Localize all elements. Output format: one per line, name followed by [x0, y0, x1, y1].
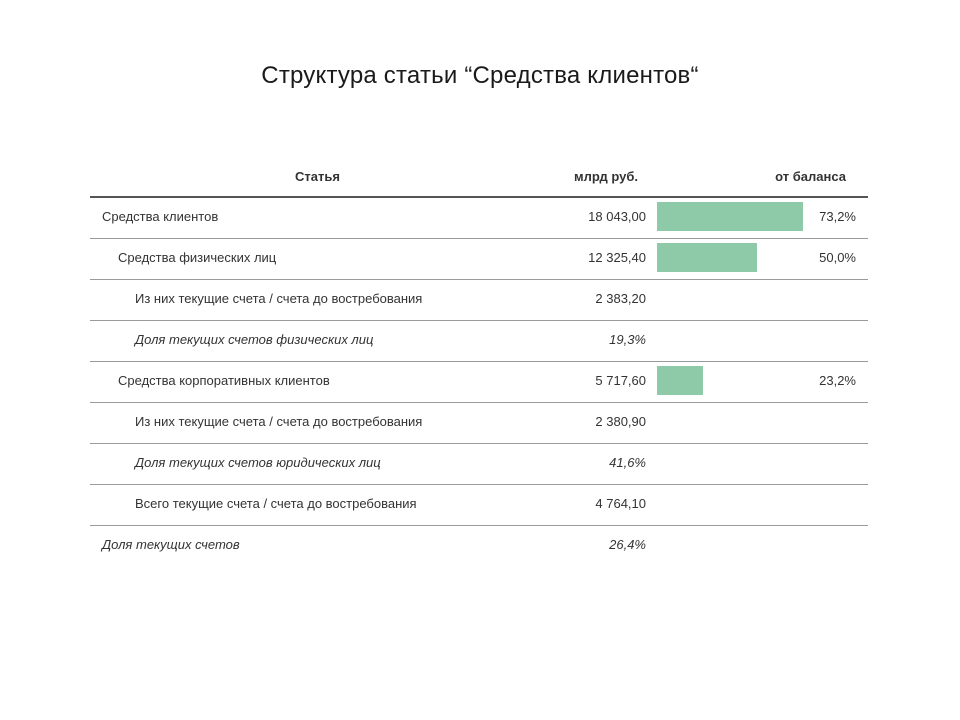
table-row [90, 321, 868, 362]
table-row [90, 485, 868, 526]
table-row [90, 526, 868, 566]
table-body [90, 198, 868, 566]
table-row [90, 444, 868, 485]
share-bar [657, 243, 757, 272]
table-row [90, 280, 868, 321]
slide-title: Структура статьи “Средства клиентов“ [261, 62, 699, 89]
header-article: Статья [295, 169, 340, 184]
row-value: 19,3% [609, 332, 646, 347]
share-bar [657, 202, 803, 231]
row-value: 2 383,20 [595, 291, 646, 306]
row-label: Доля текущих счетов юридических лиц [135, 455, 381, 470]
row-value: 26,4% [609, 537, 646, 552]
row-label: Средства корпоративных клиентов [118, 373, 330, 388]
row-label: Средства клиентов [102, 209, 219, 224]
table-header [90, 160, 868, 198]
table-row [90, 362, 868, 403]
row-value: 18 043,00 [588, 209, 646, 224]
row-value: 5 717,60 [595, 373, 646, 388]
header-share: от баланса [775, 169, 846, 184]
row-share: 23,2% [819, 373, 856, 388]
row-share: 73,2% [819, 209, 856, 224]
row-label: Из них текущие счета / счета до востребования [135, 291, 423, 306]
row-value: 2 380,90 [595, 414, 646, 429]
client-funds-table [90, 160, 868, 566]
share-bar [657, 366, 703, 395]
row-label: Средства физических лиц [118, 250, 277, 265]
row-value: 12 325,40 [588, 250, 646, 265]
row-value: 41,6% [609, 455, 646, 470]
row-label: Всего текущие счета / счета до востребования [135, 496, 417, 511]
table-row [90, 198, 868, 239]
row-label: Доля текущих счетов [102, 537, 240, 552]
row-label: Из них текущие счета / счета до востребования [135, 414, 423, 429]
header-value: млрд руб. [574, 169, 638, 184]
row-value: 4 764,10 [595, 496, 646, 511]
row-label: Доля текущих счетов физических лиц [135, 332, 374, 347]
table-row [90, 403, 868, 444]
table-row [90, 239, 868, 280]
row-share: 50,0% [819, 250, 856, 265]
